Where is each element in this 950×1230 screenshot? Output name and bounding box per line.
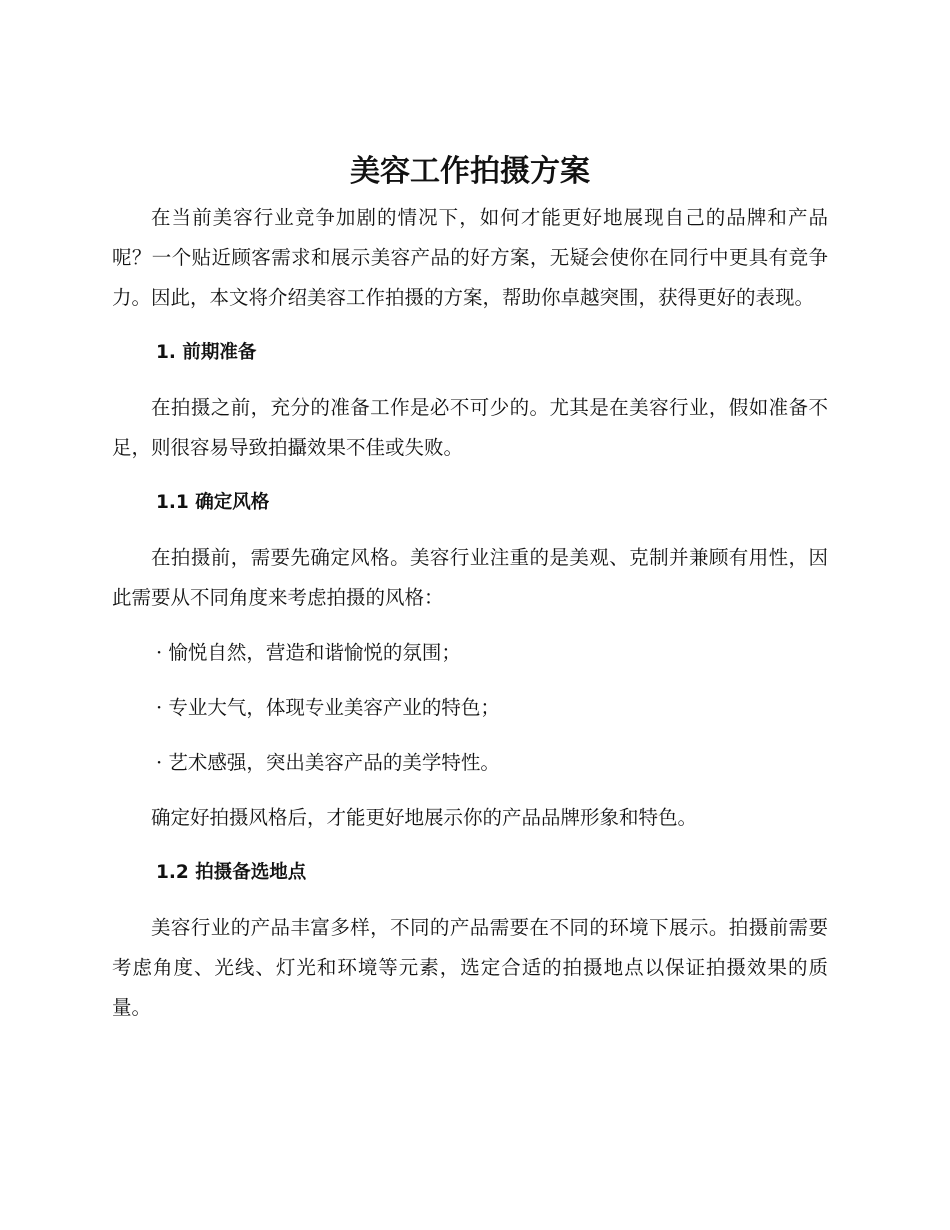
bullet-item: · 愉悦自然，营造和谐愉悦的氛围； bbox=[156, 641, 461, 664]
bullet-item: · 专业大气，体现专业美容产业的特色； bbox=[156, 696, 500, 719]
section-heading-1-1: 1.1 确定风格 bbox=[156, 492, 270, 513]
section-1-2-paragraph: 美容行业的产品丰富多样，不同的产品需要在不同的环境下展示。拍摄前需要考虑角度、光线、灯光和环境等元素，选定合适的拍摄地点以保证拍摄效果的质量。 bbox=[112, 916, 828, 1019]
spacer bbox=[112, 728, 828, 743]
spacer bbox=[112, 838, 828, 853]
section-1-1-conclusion: 确定好拍摄风格后，才能更好地展示你的产品品牌形象和特色。 bbox=[151, 806, 698, 829]
spacer bbox=[112, 373, 828, 388]
intro-paragraph: 在当前美容行业竞争加剧的情况下，如何才能更好地展现自己的品牌和产品呢？一个贴近顾客需求和展示美容产品的好方案，无疑会使你在同行中更具有竞争力。因此，本文将介绍美容工作拍摄的方案，帮助你卓越突围，获得更好的表现。 bbox=[112, 206, 828, 309]
spacer bbox=[112, 523, 828, 538]
section-heading-1-2: 1.2 拍摄备选地点 bbox=[156, 862, 307, 883]
section-1-paragraph: 在拍摄之前，充分的准备工作是必不可少的。尤其是在美容行业，假如准备不足，则很容易导致拍攝效果不佳或失败。 bbox=[112, 396, 828, 459]
section-1-1-paragraph: 在拍摄前，需要先确定风格。美容行业注重的是美观、克制并兼顾有用性，因此需要从不同角度来考虑拍摄的风格： bbox=[112, 546, 828, 609]
section-heading-1: 1. 前期准备 bbox=[156, 342, 257, 363]
spacer bbox=[112, 893, 828, 908]
spacer bbox=[112, 618, 828, 633]
spacer bbox=[112, 318, 828, 333]
document-page bbox=[112, 146, 828, 1028]
document-title: 美容工作拍摄方案 bbox=[350, 154, 590, 189]
spacer bbox=[112, 783, 828, 798]
bullet-item: · 艺术感强，突出美容产品的美学特性。 bbox=[156, 751, 500, 774]
spacer bbox=[112, 673, 828, 688]
spacer bbox=[112, 468, 828, 483]
